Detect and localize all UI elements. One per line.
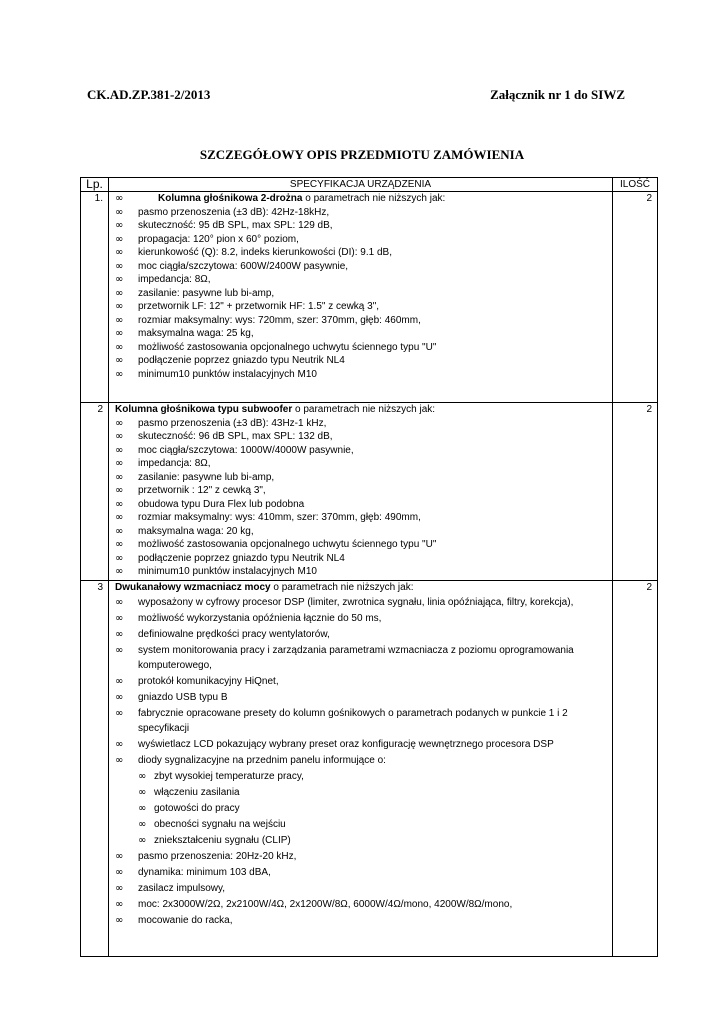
product-name: Kolumna głośnikowa typu subwoofer [115, 404, 293, 415]
list-item: ∞ rozmiar maksymalny: wys: 410mm, szer: 370mm, głęb: 490mm, [115, 511, 608, 525]
list-item: ∞ dynamika: minimum 103 dBA, [115, 865, 608, 880]
specification-table [80, 177, 658, 957]
list-item: ∞ zasilanie: pasywne lub bi-amp, [115, 471, 608, 485]
list-item: ∞ pasmo przenoszenia: 20Hz-20 kHz, [115, 849, 608, 864]
intro-text: o parametrach nie niższych jak: [292, 404, 436, 415]
bullet-icon: ∞ [115, 193, 124, 204]
list-item: ∞ gniazdo USB typu B [115, 690, 608, 705]
parameter-list [115, 206, 608, 382]
list-item: ∞ podłączenie poprzez gniazdo typu Neutrik NL4 [115, 552, 608, 566]
list-item: ∞ podłączenie poprzez gniazdo typu Neutrik NL4 [115, 354, 608, 368]
row-specification [109, 192, 613, 403]
parameter-list [115, 849, 608, 928]
list-item: ∞ przetwornik : 12" z cewką 3", [115, 484, 608, 498]
list-item: ∞ wyposażony w cyfrowy procesor DSP (limiter, zwrotnica sygnału, linia opóźniająca, filtry, korekcja), [115, 595, 608, 610]
list-item: ∞ przetwornik LF: 12" + przetwornik HF: 1.5" z cewką 3", [115, 300, 608, 314]
list-item: ∞ zniekształceniu sygnału (CLIP) [138, 833, 608, 848]
row-specification [109, 403, 613, 581]
list-item: ∞ zasilanie: pasywne lub bi-amp, [115, 287, 608, 301]
intro-text: o parametrach nie niższych jak: [302, 193, 446, 204]
list-item: ∞ włączeniu zasilania [138, 785, 608, 800]
list-item: ∞ minimum10 punktów instalacyjnych M10 [115, 565, 608, 579]
row-number: 3 [81, 581, 109, 957]
row-intro [115, 581, 608, 595]
product-name: Dwukanałowy wzmacniacz mocy [115, 582, 271, 593]
row-quantity: 2 [613, 192, 658, 403]
row-quantity: 2 [613, 581, 658, 957]
list-item: ∞ propagacja: 120° pion x 60° poziom, [115, 233, 608, 247]
list-item: ∞ definiowalne prędkości pracy wentylatorów, [115, 627, 608, 642]
list-item: ∞ diody sygnalizacyjne na przednim panelu informujące o: [115, 753, 608, 768]
list-item: ∞ impedancja: 8Ω, [115, 273, 608, 287]
list-item: ∞ protokół komunikacyjny HiQnet, [115, 674, 608, 689]
table-row [81, 192, 658, 403]
row-intro [115, 192, 608, 206]
list-item: ∞ minimum10 punktów instalacyjnych M10 [115, 368, 608, 382]
intro-text: o parametrach nie niższych jak: [270, 582, 414, 593]
list-item: ∞ rozmiar maksymalny: wys: 720mm, szer: 370mm, głęb: 460mm, [115, 314, 608, 328]
row-intro [115, 403, 608, 417]
annex-label: Załącznik nr 1 do SIWZ [490, 87, 625, 102]
list-item: ∞ możliwość zastosowania opcjonalnego uchwytu ściennego typu "U" [115, 538, 608, 552]
list-item: ∞ moc ciągła/szczytowa: 600W/2400W pasywnie, [115, 260, 608, 274]
list-item: ∞ obecności sygnału na wejściu [138, 817, 608, 832]
parameter-list [115, 595, 608, 768]
row-specification [109, 581, 613, 957]
table-row [81, 581, 658, 957]
list-item: ∞ moc ciągła/szczytowa: 1000W/4000W pasywnie, [115, 444, 608, 458]
product-name: Kolumna głośnikowa 2-drożna [158, 193, 303, 204]
list-item: ∞ moc: 2x3000W/2Ω, 2x2100W/4Ω, 2x1200W/8Ω, 6000W/4Ω/mono, 4200W/8Ω/mono, [115, 897, 608, 912]
list-item: ∞ pasmo przenoszenia (±3 dB): 42Hz-18kHz, [115, 206, 608, 220]
list-item: ∞ impedancja: 8Ω, [115, 457, 608, 471]
document-reference: CK.AD.ZP.381-2/2013 [87, 87, 211, 102]
table-header-row [81, 178, 658, 192]
list-item: ∞ zbyt wysokiej temperaturze pracy, [138, 769, 608, 784]
list-item: ∞ skuteczność: 95 dB SPL, max SPL: 129 dB, [115, 219, 608, 233]
list-item: ∞ skuteczność: 96 dB SPL, max SPL: 132 dB, [115, 430, 608, 444]
list-item: ∞ możliwość wykorzystania opóźnienia łącznie do 50 ms, [115, 611, 608, 626]
list-item: ∞ system monitorowania pracy i zarządzania parametrami wzmacniacza z poziomu oprogramowania komputerowego, [115, 643, 608, 673]
list-item: ∞ kierunkowość (Q): 8.2, indeks kierunkowości (DI): 9.1 dB, [115, 246, 608, 260]
row-quantity: 2 [613, 403, 658, 581]
list-item: ∞ mocowanie do racka, [115, 913, 608, 928]
column-header-spec: SPECYFIKACJA URZĄDZENIA [109, 178, 613, 192]
row-number: 2 [81, 403, 109, 581]
indicator-sublist [138, 769, 608, 848]
list-item: ∞ maksymalna waga: 25 kg, [115, 327, 608, 341]
page-title: SZCZEGÓŁOWY OPIS PRZEDMIOTU ZAMÓWIENIA [199, 147, 525, 162]
list-item: ∞ fabrycznie opracowane presety do kolumn gośnikowych o parametrach podanych w punkcie 1 i 2 specyfikacji [115, 706, 608, 736]
row-number: 1. [81, 192, 109, 403]
list-item: ∞ pasmo przenoszenia (±3 dB): 43Hz-1 kHz, [115, 417, 608, 431]
column-header-qty: ILOŚĆ [613, 178, 658, 192]
list-item: ∞ obudowa typu Dura Flex lub podobna [115, 498, 608, 512]
list-item: ∞ zasilacz impulsowy, [115, 881, 608, 896]
column-header-lp: Lp. [81, 178, 109, 192]
list-item: ∞ maksymalna waga: 20 kg, [115, 525, 608, 539]
table-row [81, 403, 658, 581]
list-item: ∞ gotowości do pracy [138, 801, 608, 816]
list-item: ∞ wyświetlacz LCD pokazujący wybrany preset oraz konfigurację wewnętrznego procesora DSP [115, 737, 608, 752]
parameter-list [115, 417, 608, 579]
list-item: ∞ możliwość zastosowania opcjonalnego uchwytu ściennego typu "U" [115, 341, 608, 355]
